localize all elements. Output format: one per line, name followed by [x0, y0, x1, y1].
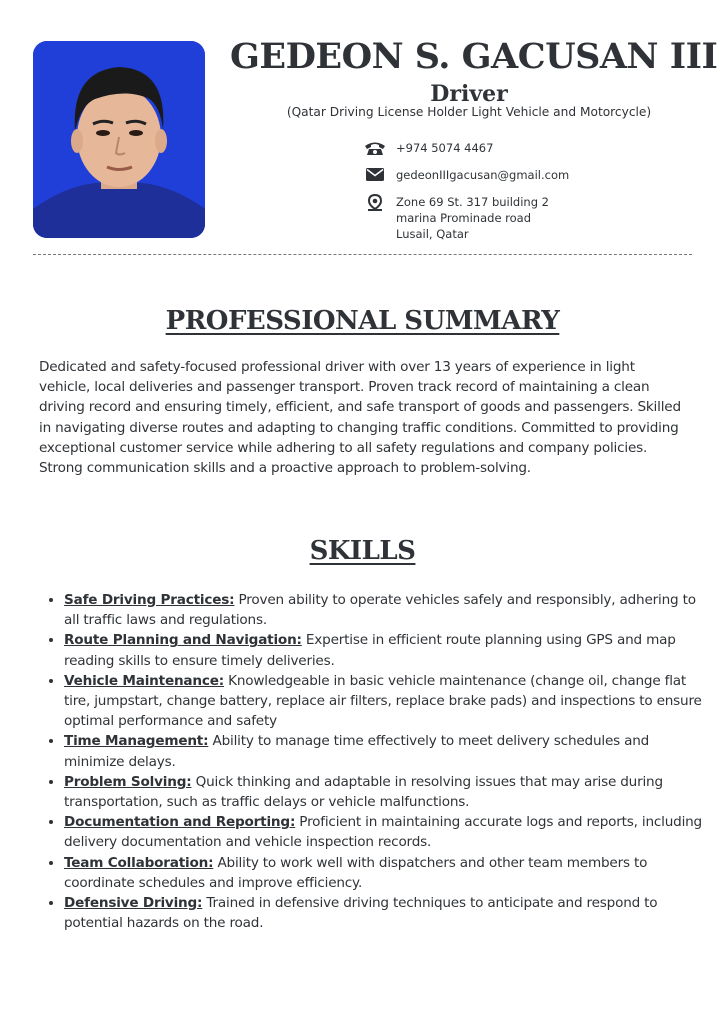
- skill-name: Team Collaboration:: [64, 854, 214, 871]
- skill-name: Vehicle Maintenance:: [64, 672, 225, 689]
- candidate-name: GEDEON S. GACUSAN III: [230, 36, 718, 77]
- email-address[interactable]: gedeonIIIgacusan@gmail.com: [396, 168, 570, 182]
- address-line-3: Lusail, Qatar: [396, 227, 469, 241]
- skill-description: Ability to manage time effectively to meet delivery schedules and minimize delays.: [64, 733, 650, 770]
- skill-name: Documentation and Reporting:: [64, 814, 296, 831]
- skill-name: Problem Solving:: [64, 773, 192, 790]
- summary-text: Dedicated and safety-focused professional driver with over 13 years of experience in light vehicle, local deliveries and passenger transport. Proven track record of maintaining a clean driving record and ensuring timely, efficient, and safe transport of goods and passengers. Skilled in navigating diverse routes and adapting to changing traffic conditions. Committed to providing exceptional customer service while adhering to all safety regulations and company policies. Strong communication skills and a proactive approach to problem-solving.: [39, 359, 681, 477]
- license-subtitle: (Qatar Driving License Holder Light Vehicle and Motorcycle): [286, 105, 652, 119]
- skills-heading: SKILLS: [309, 536, 416, 566]
- skill-name: Safe Driving Practices:: [64, 592, 235, 608]
- skill-description: Proficient in maintaining accurate logs and reports, including delivery documentation and vehicle inspection records.: [64, 814, 702, 851]
- skill-item: [64, 671, 712, 732]
- skill-description: Expertise in efficient route planning using GPS and map reading skills to ensure timely deliveries.: [64, 632, 676, 669]
- skill-description: Ability to work well with dispatchers and other team members to coordinate schedules and improve efficiency.: [64, 854, 648, 891]
- skill-name: Route Planning and Navigation:: [64, 632, 302, 649]
- summary-heading: PROFESSIONAL SUMMARY: [165, 306, 560, 336]
- contact-phone: [362, 140, 493, 156]
- skills-list: [42, 590, 712, 933]
- skill-name: Defensive Driving:: [64, 895, 203, 912]
- skill-description: Proven ability to operate vehicles safely and responsibly, adhering to all traffic laws and regulations.: [64, 592, 696, 629]
- phone-number[interactable]: +974 5074 4467: [396, 141, 494, 155]
- address-line-2: marina Prominade road: [396, 211, 532, 225]
- skill-item: [64, 853, 712, 893]
- profile-photo-illustration: [33, 41, 205, 238]
- envelope-icon: [362, 167, 388, 183]
- skill-item: [64, 812, 712, 852]
- skill-item: [64, 731, 712, 771]
- skill-description: Quick thinking and adaptable in resolving issues that may arise during transportation, such as traffic delays or vehicle malfunctions.: [64, 773, 663, 811]
- job-title: Driver: [430, 81, 508, 107]
- skill-name: Time Management:: [64, 733, 209, 750]
- address-line-1: Zone 69 St. 317 building 2: [396, 195, 549, 209]
- location-pin-icon: [362, 194, 388, 210]
- telephone-icon: [362, 140, 388, 156]
- profile-photo: [33, 41, 205, 238]
- skill-description: Trained in defensive driving techniques to anticipate and respond to potential hazards on the road.: [64, 895, 658, 932]
- address: [396, 194, 549, 242]
- skill-item: [64, 772, 712, 812]
- skill-item: [64, 893, 712, 933]
- contact-email: [362, 167, 569, 183]
- skill-item: [64, 590, 712, 630]
- header-divider: [33, 254, 692, 255]
- skill-item: [64, 630, 712, 670]
- contact-address: [362, 194, 549, 242]
- skill-description: Knowledgeable in basic vehicle maintenance (change oil, change flat tire, jumpstart, change battery, replace air filters, replace brake pads) and inspections to ensure optimal performance and safety: [64, 672, 702, 730]
